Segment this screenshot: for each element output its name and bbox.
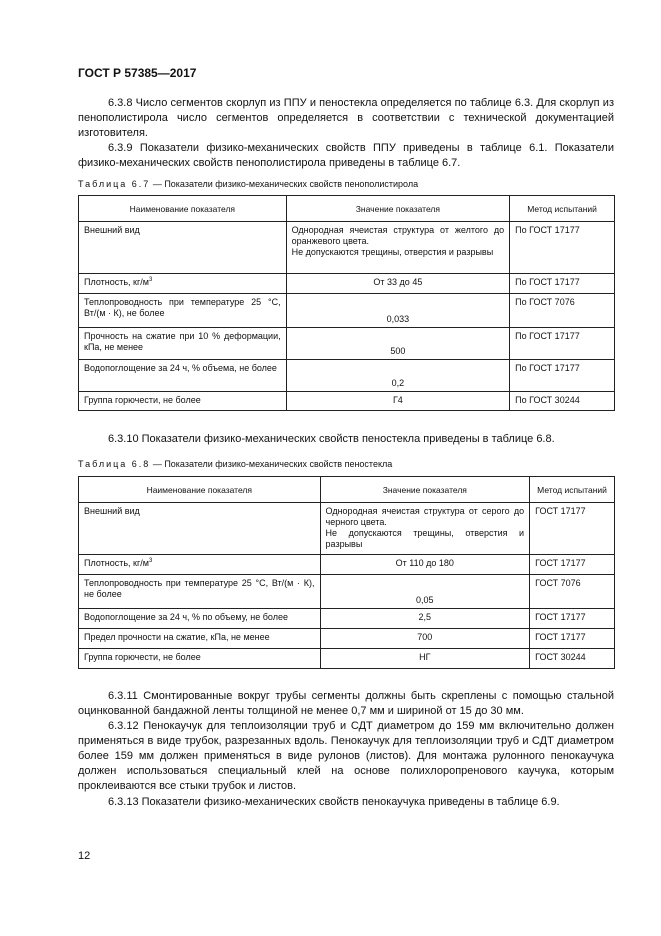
table-row <box>79 294 615 328</box>
table-row <box>79 222 615 274</box>
table-row <box>79 575 615 609</box>
paragraph-text: 6.3.9 Показатели физико-механических свойств ППУ приведены в таблице 6.1. Показатели физико-механических свойств пенополистирола приведены в таблице 6.7. <box>78 142 614 169</box>
page-number: 12 <box>78 850 91 862</box>
column-header: Метод испытаний <box>530 477 615 503</box>
table-row <box>79 328 615 360</box>
cell-value: Однородная ячеистая структура от желтого до оранжевого цвета. Не допускаются трещины, отверстия и разрывы <box>286 222 510 274</box>
paragraph-text: 6.3.13 Показатели физико-механических свойств пенокаучука приведены в таблице 6.9. <box>108 796 560 808</box>
paragraph-6-3-11 <box>78 689 614 719</box>
paragraph-6-3-9 <box>78 141 614 171</box>
cell-method: ГОСТ 17177 <box>530 503 615 555</box>
cell-value: 0,033 <box>286 294 510 328</box>
table-row <box>79 629 615 649</box>
table-row <box>79 609 615 629</box>
cell-name: Водопоглощение за 24 ч, % по объему, не более <box>79 609 321 629</box>
paragraph-text: 6.3.10 Показатели физико-механических свойств пеностекла приведены в таблице 6.8. <box>108 433 555 445</box>
cell-method: ГОСТ 30244 <box>530 649 615 669</box>
table-row <box>79 392 615 411</box>
cell-value: 0,05 <box>320 575 530 609</box>
cell-name: Внешний вид <box>79 222 287 274</box>
column-header: Наименование показателя <box>79 196 287 222</box>
cell-value: 700 <box>320 629 530 649</box>
paragraph-6-3-13 <box>78 795 614 810</box>
cell-name: Плотность, $кг/м^3$ <box>79 274 287 294</box>
paragraph-text: 6.3.8 Число сегментов скорлуп из ППУ и пеностекла определяется по таблице 6.3. Для скорлуп из пенополистирола число сегментов определяется в соответствии с технической документацией изготовителя. <box>78 97 614 139</box>
table-6-7-caption: Таблица 6.7 — Показатели физико-механических свойств пенополистирола <box>78 179 419 189</box>
cell-method: ГОСТ 17177 <box>530 555 615 575</box>
table-row <box>79 360 615 392</box>
cell-method: По ГОСТ 17177 <box>510 360 615 392</box>
paragraph-6-3-10 <box>78 432 614 447</box>
table-row <box>79 503 615 555</box>
cell-value: От 33 до 45 <box>286 274 510 294</box>
paragraph-6-3-12 <box>78 719 614 794</box>
paragraph-text: 6.3.12 Пенокаучук для теплоизоляции труб и СДТ диаметром до 159 мм включительно должен применяться в виде трубок, разрезанных вдоль. Пенокаучук для теплоизоляции труб и СДТ диаметром более 159 мм должен применяться в виде рулонов (листов). Для монтажа рулонного пенокаучука должен использоваться специальный клей на основе полихлоропренового каучука, которым проклеиваются все стыки трубок и листов. <box>78 720 614 792</box>
cell-name: Прочность на сжатие при 10 % деформации, кПа, не менее <box>79 328 287 360</box>
cell-value: НГ <box>320 649 530 669</box>
cell-method: По ГОСТ 30244 <box>510 392 615 411</box>
cell-method: По ГОСТ 17177 <box>510 222 615 274</box>
cell-value: 2,5 <box>320 609 530 629</box>
cell-name: Группа горючести, не более <box>79 649 321 669</box>
column-header: Наименование показателя <box>79 477 321 503</box>
column-header: Значение показателя <box>320 477 530 503</box>
column-header: Метод испытаний <box>510 196 615 222</box>
cell-method: ГОСТ 7076 <box>530 575 615 609</box>
cell-method: По ГОСТ 7076 <box>510 294 615 328</box>
cell-name: Теплопроводность при температуре 25 °С, Вт/(м · К), не более <box>79 575 321 609</box>
cell-value: 0,2 <box>286 360 510 392</box>
cell-value: 500 <box>286 328 510 360</box>
cell-method: По ГОСТ 17177 <box>510 274 615 294</box>
paragraph-6-3-8 <box>78 96 614 141</box>
cell-name: Плотность, $кг/м^3$ <box>79 555 321 575</box>
cell-name: Теплопроводность при температуре 25 °С, Вт/(м · К), не более <box>79 294 287 328</box>
column-header: Значение показателя <box>286 196 510 222</box>
cell-name: Группа горючести, не более <box>79 392 287 411</box>
cell-name: Предел прочности на сжатие, кПа, не менее <box>79 629 321 649</box>
table-row <box>79 649 615 669</box>
cell-value: Г4 <box>286 392 510 411</box>
cell-method: ГОСТ 17177 <box>530 609 615 629</box>
cell-method: По ГОСТ 17177 <box>510 328 615 360</box>
table-6-7 <box>78 195 615 411</box>
table-row <box>79 274 615 294</box>
document-header: ГОСТ Р 57385—2017 <box>78 66 197 80</box>
cell-value: Однородная ячеистая структура от серого до черного цвета. Не допускаются трещины, отверстия и разрывы <box>320 503 530 555</box>
table-6-8-caption: Таблица 6.8 — Показатели физико-механических свойств пеностекла <box>78 459 393 469</box>
table-6-8 <box>78 476 615 669</box>
cell-value: От 110 до 180 <box>320 555 530 575</box>
cell-method: ГОСТ 17177 <box>530 629 615 649</box>
table-row <box>79 555 615 575</box>
cell-name: Внешний вид <box>79 503 321 555</box>
cell-name: Водопоглощение за 24 ч, % объема, не более <box>79 360 287 392</box>
paragraph-text: 6.3.11 Смонтированные вокруг трубы сегменты должны быть скреплены с помощью стальной оцинкованной бандажной ленты толщиной не менее 0,7 мм и шириной от 15 до 30 мм. <box>78 690 614 717</box>
